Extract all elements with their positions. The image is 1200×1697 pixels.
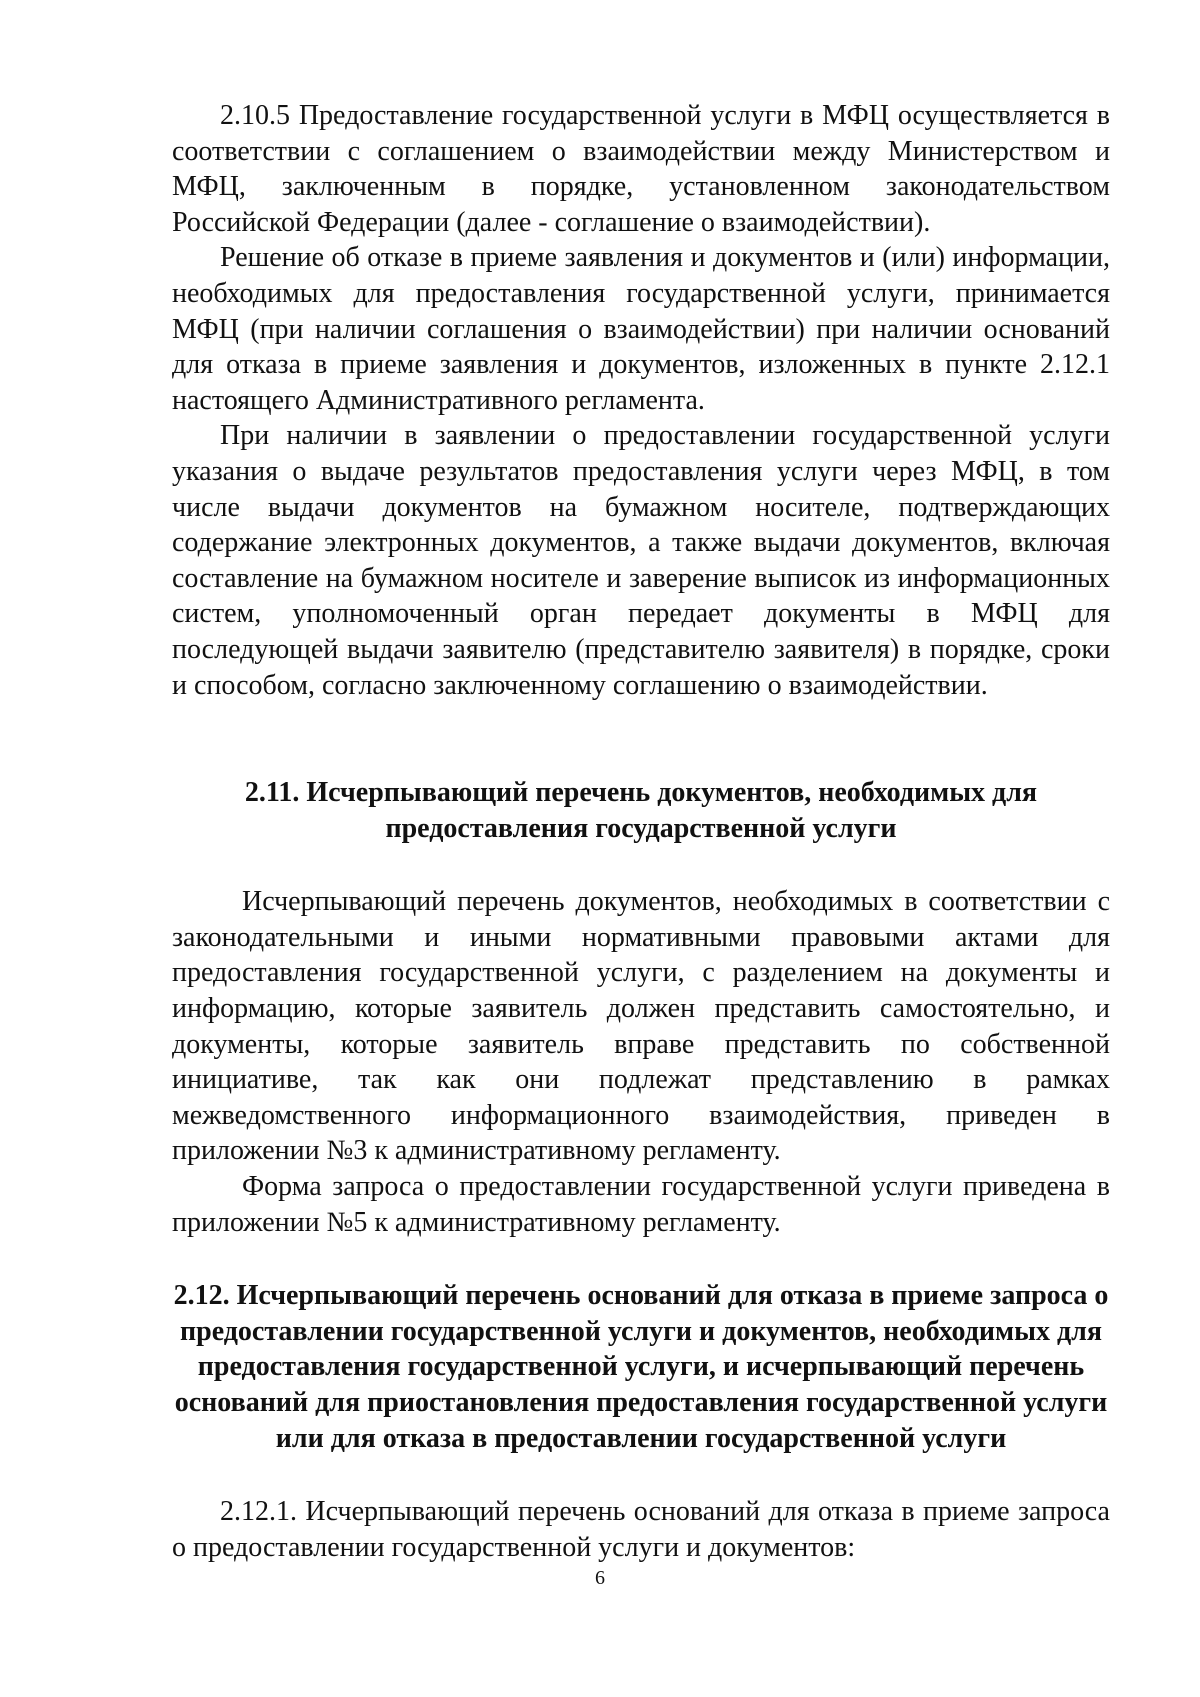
document-body	[172, 98, 1110, 1565]
section-heading-2-12: 2.12. Исчерпывающий перечень оснований для отказа в приеме запроса о предоставлении государственной услуги и документов, необходимых для предоставления государственной услуги, и исчерпывающий перечень оснований для приостановления предоставления государственной услуги или для отказа в предоставлении государственной услуги	[173, 1280, 1109, 1454]
paragraph-2-10-5: 2.10.5 Предоставление государственной услуги в МФЦ осуществляется в соответствии с соглашением о взаимодействии между Министерством и МФЦ, заключенным в порядке, установленном законодательством Российской Федерации (далее - соглашение о взаимодействии).	[172, 100, 1110, 238]
page-number: 6	[595, 1567, 605, 1589]
paragraph-refusal-decision: Решение об отказе в приеме заявления и документов и (или) информации, необходимых для предоставления государственной услуги, принимается МФЦ (при наличии соглашения о взаимодействии) при наличии оснований для отказа в приеме заявления и документов, изложенных в пункте 2.12.1 настоящего Административного регламента.	[172, 242, 1110, 416]
section-heading-2-11: 2.11. Исчерпывающий перечень документов, необходимых для предоставления государственной услуги	[244, 777, 1038, 844]
paragraph-documents-list: Исчерпывающий перечень документов, необходимых в соответствии с законодательными и иными нормативными правовыми актами для предоставления государственной услуги, с разделением на документы и информацию, которые заявитель должен представить самостоятельно, и документы, которые заявитель вправе представить по собственной инициативе, так как они подлежат представлению в рамках межведомственного информационного взаимодействия, приведен в приложении №3 к административному регламенту.	[172, 886, 1110, 1167]
paragraph-request-form: Форма запроса о предоставлении государственной услуги приведена в приложении №5 к административному регламенту.	[172, 1171, 1110, 1238]
paragraph-2-12-1: 2.12.1. Исчерпывающий перечень оснований для отказа в приеме запроса о предоставлении государственной услуги и документов:	[172, 1496, 1110, 1563]
paragraph-mfc-issuance: При наличии в заявлении о предоставлении государственной услуги указания о выдаче результатов предоставления услуги через МФЦ, в том числе выдачи документов на бумажном носителе, подтверждающих содержание электронных документов, а также выдачи документов, включая составление на бумажном носителе и заверение выписок из информационных систем, уполномоченный орган передает документы в МФЦ для последующей выдачи заявителю (представителю заявителя) в порядке, сроки и способом, согласно заключенному соглашению о взаимодействии.	[172, 420, 1110, 701]
